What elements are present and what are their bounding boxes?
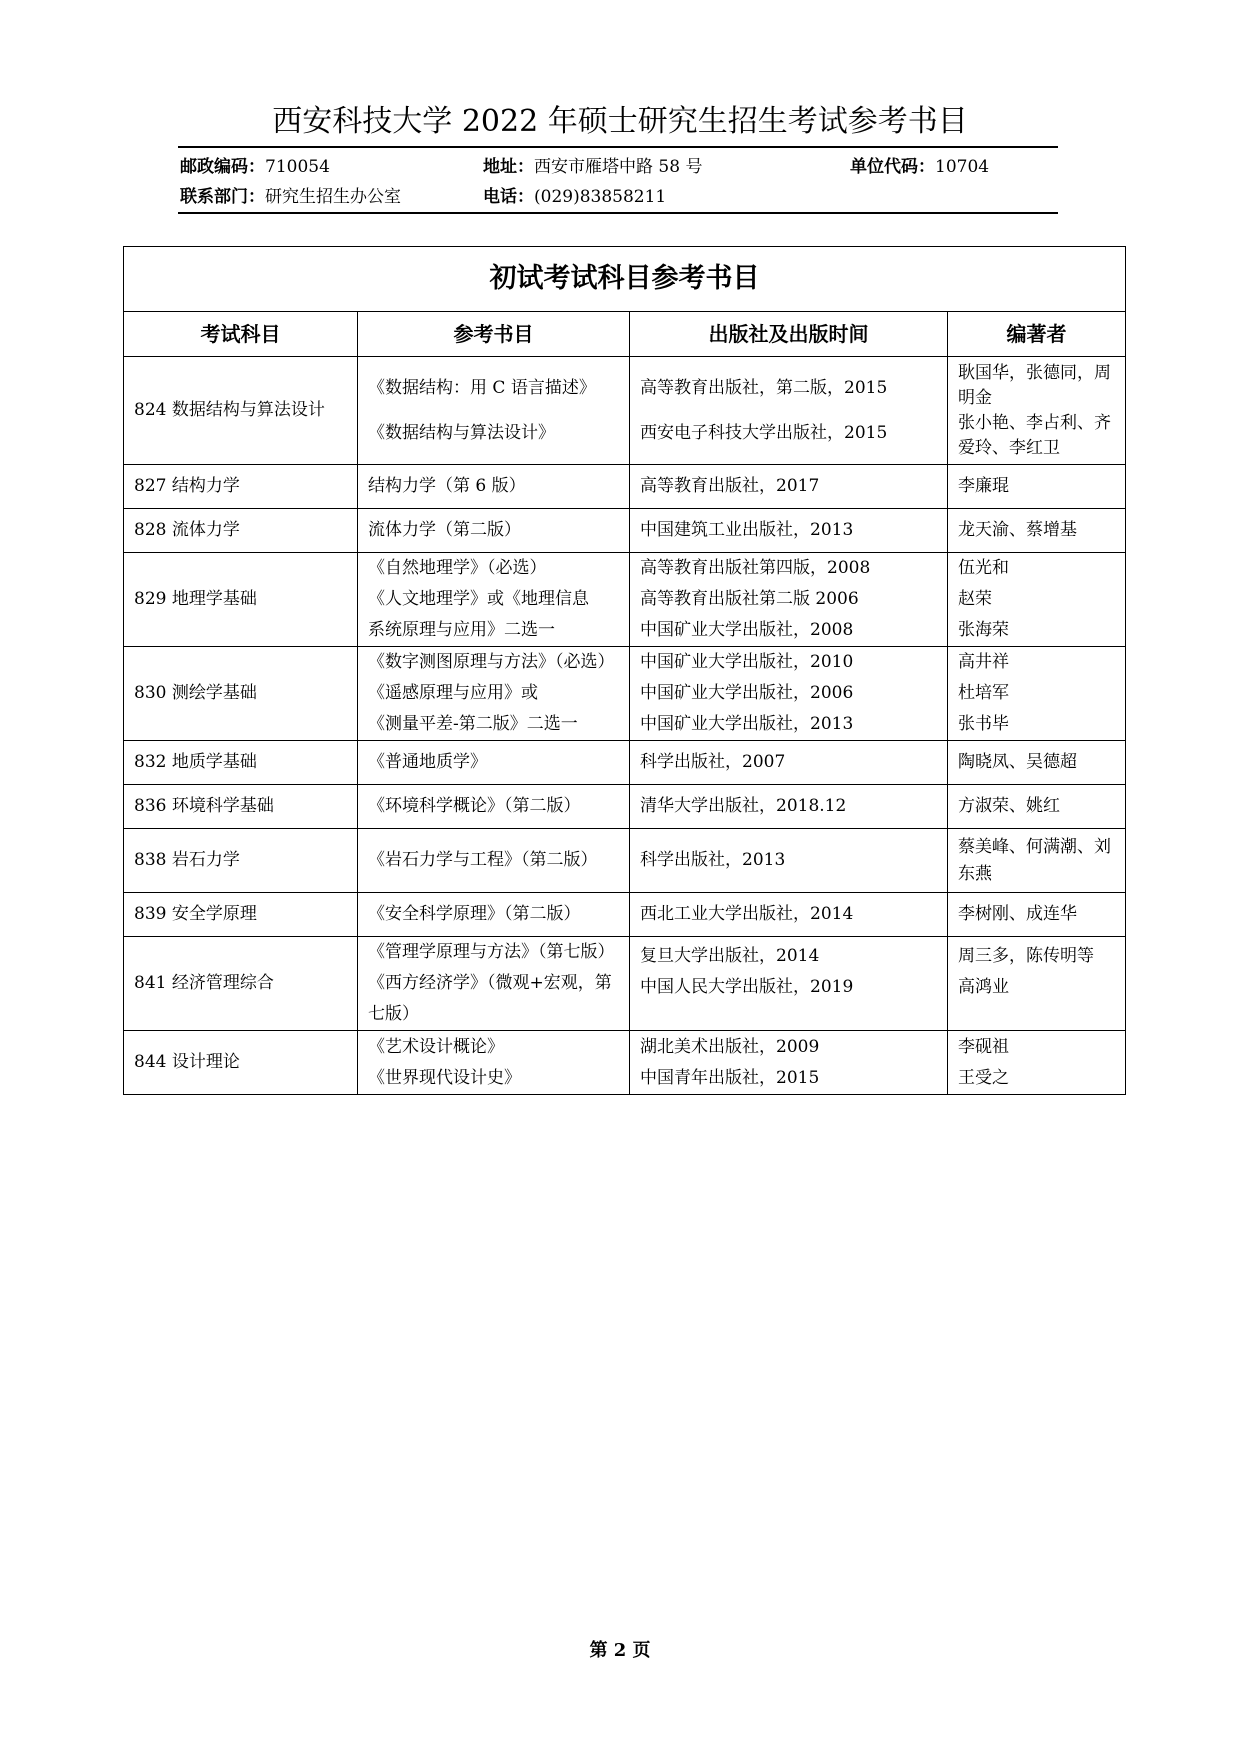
books-cell [358,937,630,1031]
book-title: 《世界现代设计史》 [368,1067,521,1088]
subject-cell: 841 经济管理综合 [124,937,358,1031]
header-rule-bottom [178,212,1058,214]
book-title: 《自然地理学》（必选） [368,558,547,578]
book-title: 《遥感原理与应用》或 [368,683,538,703]
publisher-entry: 中国矿业大学出版社，2008 [640,620,854,640]
author-entry: 李廉琨 [958,476,1009,496]
phone-info [483,185,666,209]
book-title: 《数据结构：用 C 语言描述》 [368,377,596,398]
author-entry: 张书毕 [958,714,1009,734]
column-header-author: 编著者 [948,312,1126,357]
publisher-cell [630,741,948,785]
subject-cell: 830 测绘学基础 [124,647,358,741]
author-cell [948,785,1126,829]
author-entry: 高井祥 [958,652,1009,672]
publisher-entry: 中国青年出版社，2015 [640,1067,820,1088]
subject-cell: 829 地理学基础 [124,553,358,647]
publisher-cell [630,509,948,553]
author-entry: 张小艳、李占利、齐爱玲、李红卫 [958,412,1111,458]
publisher-entry: 高等教育出版社，第二版，2015 [640,377,888,398]
author-entry: 伍光和 [958,558,1009,578]
spacer [368,404,619,418]
book-title: 《环境科学概论》（第二版） [368,796,581,816]
book-title: 结构力学（第 6 版） [368,476,526,496]
book-title: 流体力学（第二版） [368,520,521,540]
books-cell [358,357,630,465]
author-entry: 耿国华，张德同，周明金 [958,362,1111,408]
author-cell [948,647,1126,741]
publisher-entry: 中国人民大学出版社，2019 [640,977,854,997]
publisher-cell [630,829,948,893]
author-cell [948,553,1126,647]
author-cell [948,829,1126,893]
books-cell [358,647,630,741]
document-title: 西安科技大学 2022 年硕士研究生招生考试参考书目 [272,104,968,139]
publisher-entry: 高等教育出版社第二版 2006 [640,589,859,609]
reference-book-table [123,246,1126,1095]
books-cell [358,509,630,553]
publisher-entry: 高等教育出版社，2017 [640,476,820,496]
subject-cell: 828 流体力学 [124,509,358,553]
books-cell [358,465,630,509]
unit-code-value: 10704 [935,157,990,177]
book-title: 《测量平差-第二版》二选一 [368,714,578,734]
author-cell [948,357,1126,465]
spacer [640,404,937,418]
publisher-cell [630,1031,948,1095]
books-cell [358,829,630,893]
publisher-cell [630,553,948,647]
book-title: 《岩石力学与工程》（第二版） [368,850,598,870]
postal-code-info [180,155,330,179]
column-header-subject: 考试科目 [124,312,358,357]
department-label: 联系部门： [180,187,265,207]
publisher-entry: 西安电子科技大学出版社，2015 [640,422,888,443]
subject-cell: 832 地质学基础 [124,741,358,785]
author-cell [948,893,1126,937]
table-row [124,465,1126,509]
publisher-cell [630,357,948,465]
publisher-entry: 中国矿业大学出版社，2010 [640,652,854,672]
author-entry: 高鸿业 [958,977,1009,997]
publisher-entry: 湖北美术出版社，2009 [640,1036,820,1057]
phone-value: (029)83858211 [534,187,667,207]
publisher-cell [630,647,948,741]
subject-cell: 844 设计理论 [124,1031,358,1095]
author-cell [948,1031,1126,1095]
publisher-entry: 科学出版社，2007 [640,752,786,772]
table-row [124,893,1126,937]
books-cell [358,785,630,829]
author-cell [948,741,1126,785]
table-row [124,829,1126,893]
author-entry: 杜培军 [958,683,1009,703]
table-row [124,741,1126,785]
publisher-entry: 西北工业大学出版社，2014 [640,904,854,924]
table-row [124,785,1126,829]
table-row [124,509,1126,553]
author-entry: 龙天渝、蔡增基 [958,520,1077,540]
books-cell [358,553,630,647]
books-cell [358,1031,630,1095]
book-title: 《艺术设计概论》 [368,1036,504,1057]
book-title: 《数字测图原理与方法》（必选） [368,652,615,672]
table-title: 初试考试科目参考书目 [124,247,1126,312]
address-value: 西安市雁塔中路 58 号 [534,157,703,177]
table-row [124,553,1126,647]
publisher-cell [630,893,948,937]
unit-code-label: 单位代码： [850,157,935,177]
table-row [124,937,1126,1031]
table-row [124,1031,1126,1095]
author-entry: 赵荣 [958,589,992,609]
publisher-entry: 科学出版社，2013 [640,850,786,870]
postal-code-label: 邮政编码： [180,157,265,177]
publisher-entry: 清华大学出版社，2018.12 [640,796,847,816]
book-title: 《安全科学原理》（第二版） [368,904,581,924]
book-title: 《管理学原理与方法》（第七版） [368,942,615,962]
column-header-books: 参考书目 [358,312,630,357]
author-cell [948,465,1126,509]
book-title: 《普通地质学》 [368,752,487,772]
subject-cell: 838 岩石力学 [124,829,358,893]
publisher-entry: 高等教育出版社第四版，2008 [640,558,871,578]
address-info [483,155,702,179]
author-entry: 李砚祖 [958,1036,1009,1057]
publisher-cell [630,465,948,509]
author-entry: 方淑荣、姚红 [958,796,1060,816]
publisher-entry: 中国矿业大学出版社，2006 [640,683,854,703]
author-entry: 王受之 [958,1067,1009,1088]
author-entry: 张海荣 [958,620,1009,640]
publisher-cell [630,785,948,829]
postal-code-value: 710054 [265,157,330,177]
subject-cell: 836 环境科学基础 [124,785,358,829]
books-cell [358,893,630,937]
publisher-entry: 中国建筑工业出版社，2013 [640,520,854,540]
author-entry: 周三多，陈传明等 [958,946,1094,966]
book-title: 《人文地理学》或《地理信息 [368,589,589,609]
book-title: 系统原理与应用》二选一 [368,620,555,640]
header-rule-top [178,146,1058,148]
author-entry: 李树刚、成连华 [958,904,1077,924]
publisher-cell [630,937,948,1031]
table-row [124,357,1126,465]
author-cell [948,937,1126,1031]
book-title: 《西方经济学》（微观+宏观，第七版） [368,973,612,1024]
table-row [124,647,1126,741]
subject-cell: 839 安全学原理 [124,893,358,937]
book-title: 《数据结构与算法设计》 [368,422,555,443]
department-info [180,185,401,209]
publisher-entry: 中国矿业大学出版社，2013 [640,714,854,734]
author-cell [948,509,1126,553]
page-number: 第 2 页 [589,1640,651,1661]
column-header-publisher: 出版社及出版时间 [630,312,948,357]
department-value: 研究生招生办公室 [265,187,401,207]
unit-code-info [850,155,989,179]
books-cell [358,741,630,785]
subject-cell: 827 结构力学 [124,465,358,509]
publisher-entry: 复旦大学出版社，2014 [640,946,820,966]
phone-label: 电话： [483,187,534,207]
author-entry: 陶晓凤、吴德超 [958,752,1077,772]
author-entry: 蔡美峰、何满潮、刘东燕 [958,836,1111,884]
address-label: 地址： [483,157,534,177]
subject-cell: 824 数据结构与算法设计 [124,357,358,465]
